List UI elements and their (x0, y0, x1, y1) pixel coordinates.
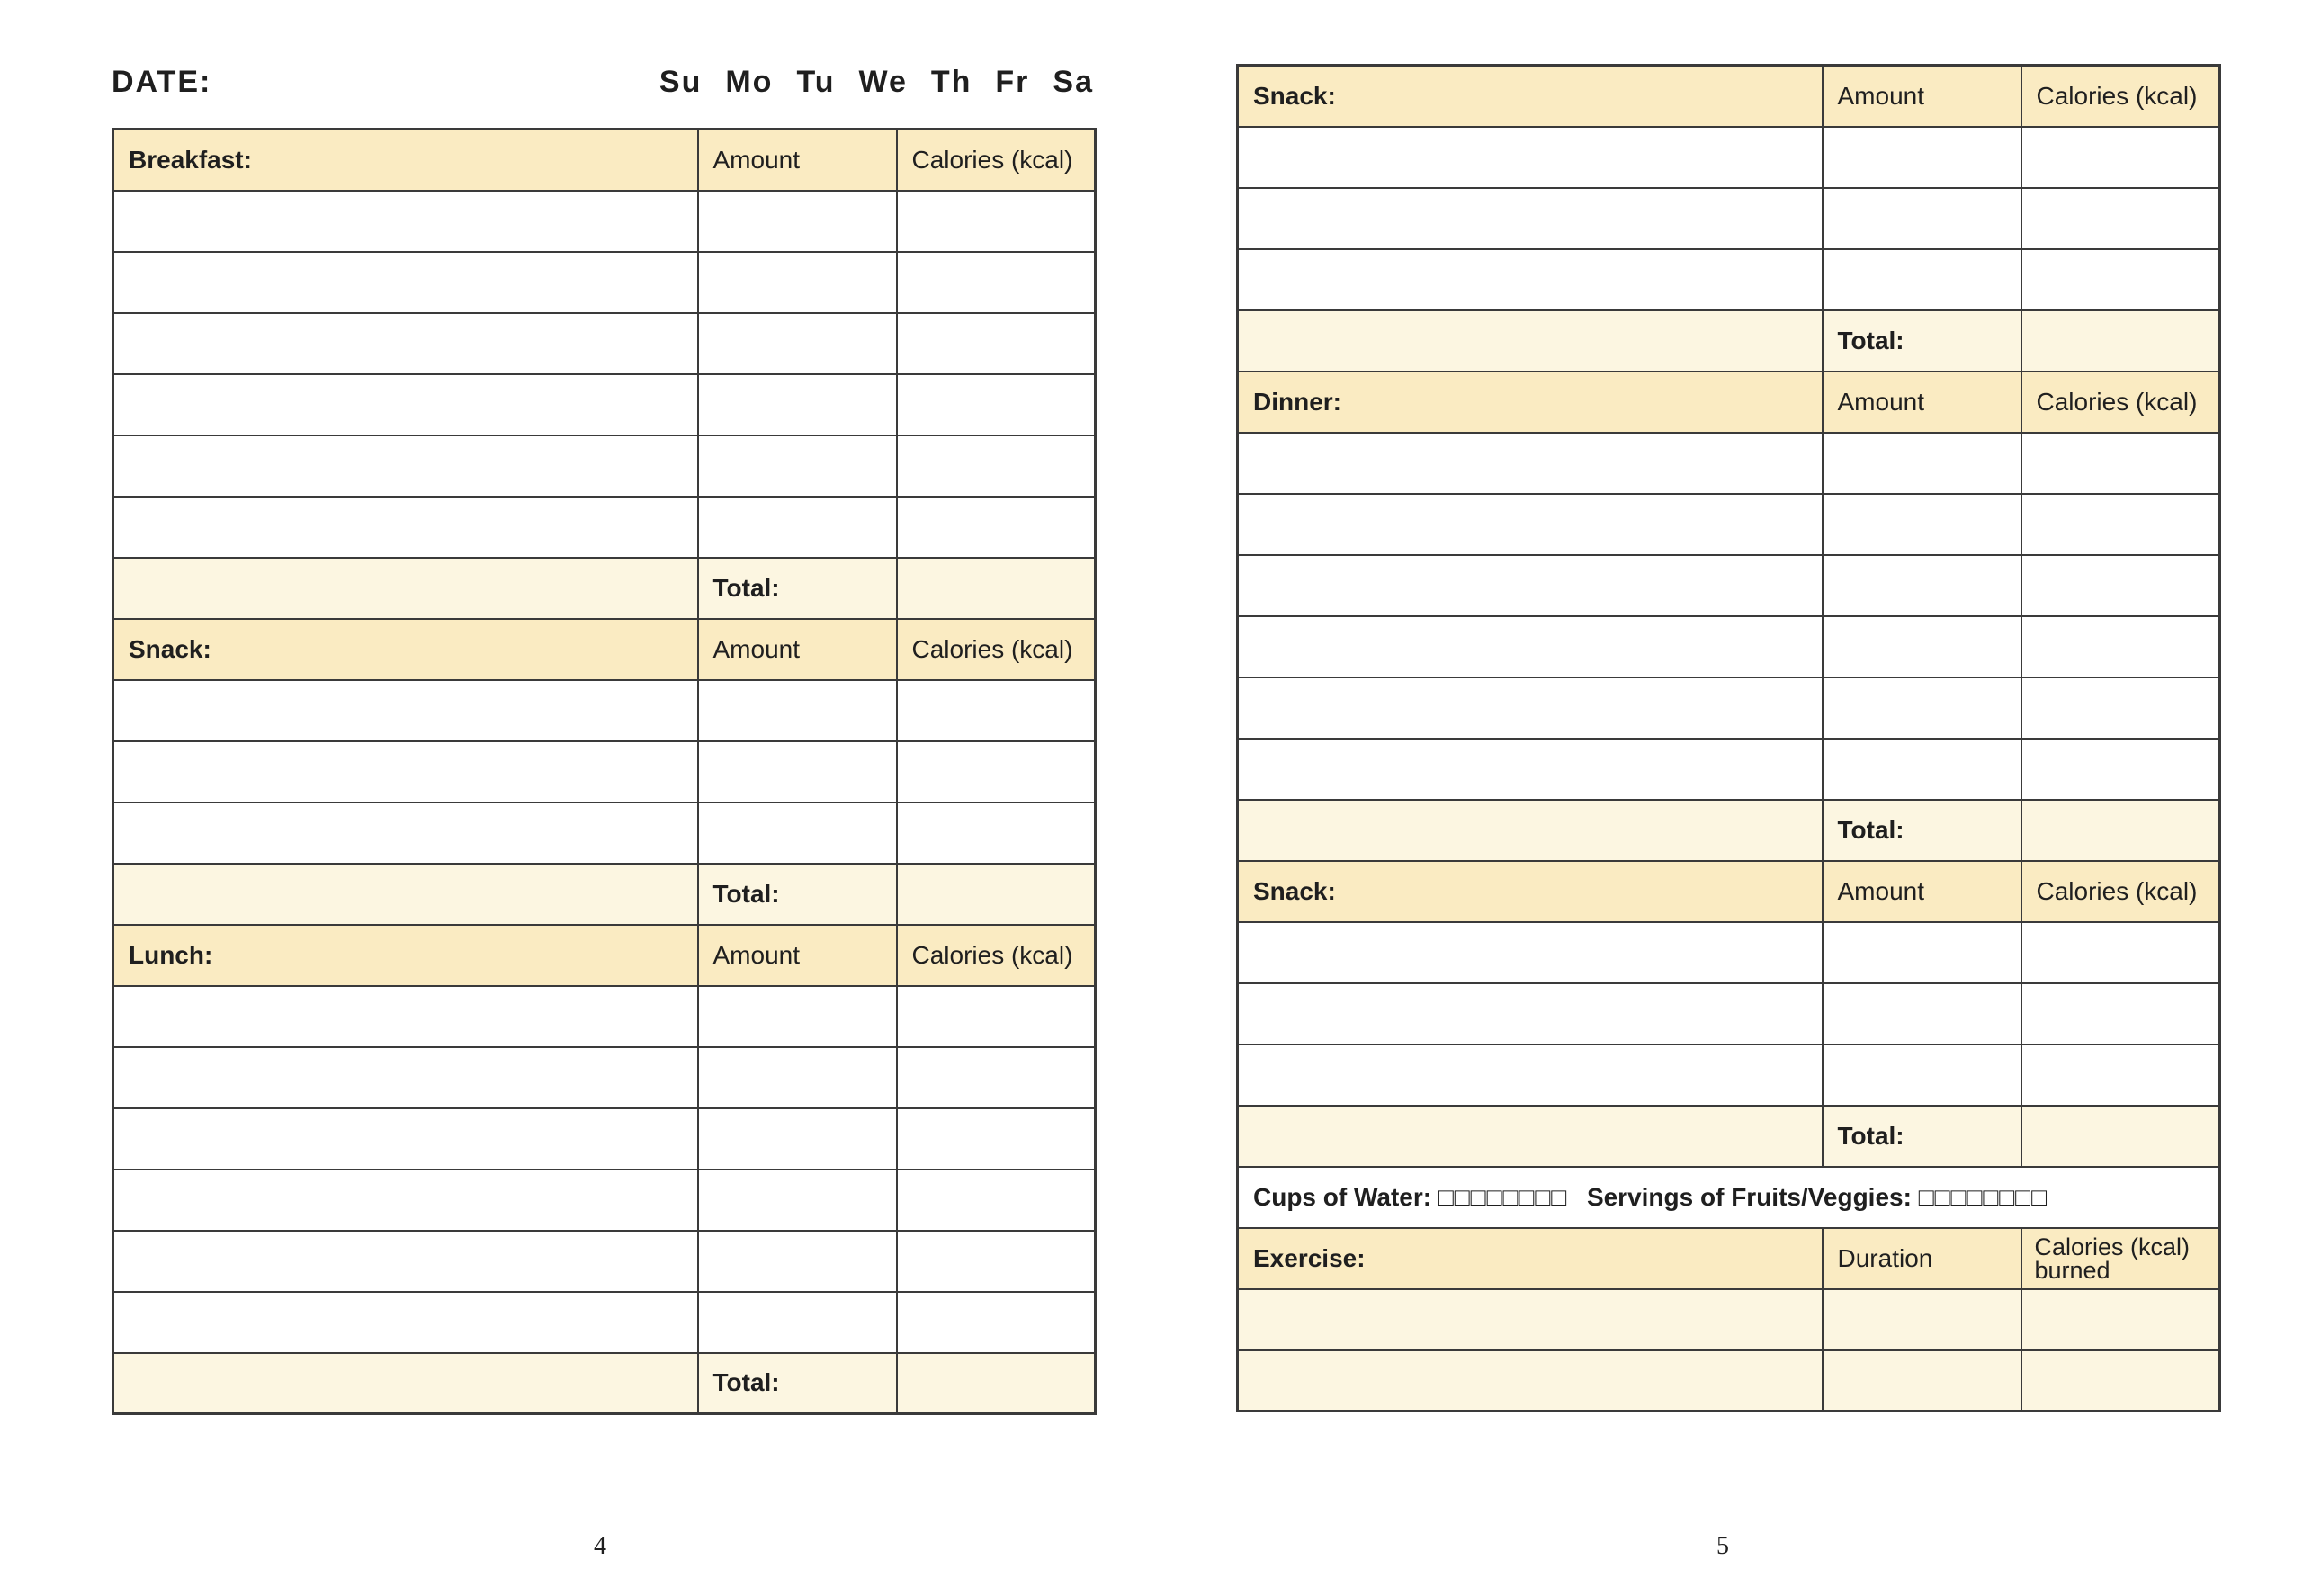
snack-entry-row (1238, 249, 2220, 310)
calories-cell[interactable] (2021, 1045, 2220, 1106)
food-cell[interactable] (113, 986, 698, 1047)
duration-header: Duration (1823, 1228, 2021, 1289)
day-selector (659, 65, 1094, 100)
snack-total-row (1238, 310, 2220, 372)
food-cell[interactable] (113, 435, 698, 497)
total-calories-cell[interactable] (897, 558, 1096, 619)
calories-cell[interactable] (897, 680, 1096, 741)
food-cell[interactable] (1238, 739, 1823, 800)
date-label: DATE: (112, 64, 212, 99)
food-cell[interactable] (113, 191, 698, 252)
breakfast-entry-row (113, 374, 1096, 435)
dinner-total-row (1238, 800, 2220, 861)
food-cell[interactable] (113, 313, 698, 374)
calories-burned-line1: Calories (kcal) (2034, 1233, 2191, 1260)
snack-entry-row (1238, 983, 2220, 1045)
food-cell[interactable] (113, 680, 698, 741)
food-cell[interactable] (1238, 127, 1823, 188)
food-cell[interactable] (113, 802, 698, 864)
exercise-header (1238, 1228, 2220, 1289)
exercise-cell[interactable] (1238, 1289, 1823, 1350)
total-label: Total: (1823, 800, 2021, 861)
total-label: Total: (698, 558, 897, 619)
food-cell[interactable] (1238, 494, 1823, 555)
amount-header: Amount (1823, 372, 2021, 433)
calories-cell[interactable] (897, 252, 1096, 313)
snack-header (113, 619, 1096, 680)
food-cell[interactable] (113, 1292, 698, 1353)
total-label: Total: (1823, 1106, 2021, 1167)
food-cell[interactable] (1238, 677, 1823, 739)
day-thursday[interactable]: Th (930, 64, 972, 99)
calories-cell[interactable] (2021, 983, 2220, 1045)
calories-cell[interactable] (2021, 555, 2220, 616)
dinner-entry-row (1238, 739, 2220, 800)
calories-cell[interactable] (897, 1108, 1096, 1170)
snack-title: Snack: (1238, 861, 1823, 922)
amount-cell[interactable] (1823, 188, 2021, 249)
food-cell[interactable] (1238, 616, 1823, 677)
exercise-entry-row (1238, 1289, 2220, 1350)
snack-entry-row (1238, 188, 2220, 249)
day-saturday[interactable]: Sa (1053, 64, 1094, 99)
amount-cell[interactable] (698, 1292, 897, 1353)
food-cell[interactable] (113, 497, 698, 558)
breakfast-entry-row (113, 191, 1096, 252)
calories-cell[interactable] (2021, 922, 2220, 983)
amount-cell[interactable] (698, 802, 897, 864)
calories-burned-cell[interactable] (2021, 1350, 2220, 1412)
calories-cell[interactable] (897, 1231, 1096, 1292)
breakfast-total-row (113, 558, 1096, 619)
lunch-total-row (113, 1353, 1096, 1414)
date-row (112, 59, 1094, 104)
amount-cell[interactable] (698, 1231, 897, 1292)
food-cell[interactable] (1238, 433, 1823, 494)
food-cell[interactable] (113, 741, 698, 802)
calories-cell[interactable] (897, 1292, 1096, 1353)
amount-cell[interactable] (698, 497, 897, 558)
snack-entry-row (1238, 1045, 2220, 1106)
amount-header: Amount (1823, 861, 2021, 922)
duration-cell[interactable] (1823, 1350, 2021, 1412)
food-cell[interactable] (1238, 249, 1823, 310)
lunch-entry-row (113, 1108, 1096, 1170)
breakfast-entry-row (113, 252, 1096, 313)
food-cell[interactable] (1238, 922, 1823, 983)
water-label: Cups of Water: (1253, 1182, 1432, 1211)
total-spacer (113, 558, 698, 619)
food-cell[interactable] (1238, 188, 1823, 249)
lunch-entry-row (113, 1047, 1096, 1108)
calories-cell[interactable] (897, 1170, 1096, 1231)
amount-header: Amount (698, 130, 897, 191)
snack-entry-row (113, 680, 1096, 741)
calories-cell[interactable] (897, 435, 1096, 497)
amount-cell[interactable] (698, 1170, 897, 1231)
amount-header: Amount (698, 925, 897, 986)
total-calories-cell[interactable] (2021, 1106, 2220, 1167)
calories-cell[interactable] (897, 1047, 1096, 1108)
lunch-title: Lunch: (113, 925, 698, 986)
veggies-checkboxes[interactable]: □□□□□□□□ (1918, 1182, 2048, 1211)
total-spacer (113, 1353, 698, 1414)
amount-cell[interactable] (1823, 433, 2021, 494)
amount-cell[interactable] (1823, 127, 2021, 188)
amount-cell[interactable] (1823, 555, 2021, 616)
amount-cell[interactable] (698, 252, 897, 313)
total-calories-cell[interactable] (2021, 800, 2220, 861)
calories-cell[interactable] (897, 374, 1096, 435)
calories-burned-line2: burned (2034, 1256, 2110, 1284)
food-cell[interactable] (1238, 1045, 1823, 1106)
amount-cell[interactable] (1823, 739, 2021, 800)
dinner-entry-row (1238, 433, 2220, 494)
dinner-entry-row (1238, 494, 2220, 555)
amount-header: Amount (698, 619, 897, 680)
total-calories-cell[interactable] (897, 1353, 1096, 1414)
food-cell[interactable] (113, 1108, 698, 1170)
total-label: Total: (698, 1353, 897, 1414)
page-number: 5 (1716, 1532, 1729, 1560)
amount-cell[interactable] (698, 374, 897, 435)
amount-cell[interactable] (698, 1108, 897, 1170)
breakfast-entry-row (113, 497, 1096, 558)
amount-cell[interactable] (698, 435, 897, 497)
dinner-entry-row (1238, 616, 2220, 677)
snack-total-row (113, 864, 1096, 925)
calories-burned-header (2021, 1228, 2220, 1289)
food-cell[interactable] (113, 1170, 698, 1231)
amount-cell[interactable] (1823, 1045, 2021, 1106)
dinner-title: Dinner: (1238, 372, 1823, 433)
day-wednesday[interactable]: We (858, 64, 908, 99)
food-cell[interactable] (113, 1047, 698, 1108)
food-cell[interactable] (1238, 555, 1823, 616)
calories-header: Calories (kcal) (897, 925, 1096, 986)
amount-cell[interactable] (1823, 983, 2021, 1045)
exercise-entry-row (1238, 1350, 2220, 1412)
lunch-entry-row (113, 1292, 1096, 1353)
day-sunday[interactable]: Su (659, 64, 703, 99)
day-friday[interactable]: Fr (995, 64, 1030, 99)
water-veggies-row (1238, 1167, 2220, 1228)
lunch-header (113, 925, 1096, 986)
total-calories-cell[interactable] (897, 864, 1096, 925)
exercise-title: Exercise: (1238, 1228, 1823, 1289)
amount-cell[interactable] (1823, 922, 2021, 983)
calories-cell[interactable] (2021, 433, 2220, 494)
lunch-entry-row (113, 1170, 1096, 1231)
calories-cell[interactable] (897, 497, 1096, 558)
snack-title: Snack: (1238, 66, 1823, 127)
water-veggies-cell (1238, 1167, 2220, 1228)
breakfast-title: Breakfast: (113, 130, 698, 191)
amount-cell[interactable] (698, 313, 897, 374)
calories-cell[interactable] (897, 741, 1096, 802)
dinner-header (1238, 372, 2220, 433)
food-cell[interactable] (113, 252, 698, 313)
exercise-cell[interactable] (1238, 1350, 1823, 1412)
snack-entry-row (1238, 922, 2220, 983)
food-cell[interactable] (113, 1231, 698, 1292)
left-meal-log (112, 128, 1097, 1415)
snack-title: Snack: (113, 619, 698, 680)
total-calories-cell[interactable] (2021, 310, 2220, 372)
amount-cell[interactable] (698, 1047, 897, 1108)
snack-total-row (1238, 1106, 2220, 1167)
snack-entry-row (1238, 127, 2220, 188)
water-checkboxes[interactable]: □□□□□□□□ (1438, 1182, 1568, 1211)
amount-cell[interactable] (698, 986, 897, 1047)
breakfast-entry-row (113, 313, 1096, 374)
calories-cell[interactable] (2021, 249, 2220, 310)
total-label: Total: (698, 864, 897, 925)
snack-header (1238, 66, 2220, 127)
dinner-entry-row (1238, 677, 2220, 739)
amount-header: Amount (1823, 66, 2021, 127)
food-cell[interactable] (113, 374, 698, 435)
calories-header: Calories (kcal) (2021, 861, 2220, 922)
amount-cell[interactable] (1823, 616, 2021, 677)
total-spacer (1238, 310, 1823, 372)
total-label: Total: (1823, 310, 2021, 372)
amount-cell[interactable] (1823, 494, 2021, 555)
total-spacer (1238, 800, 1823, 861)
right-page (1152, 0, 2303, 1596)
calories-header: Calories (kcal) (897, 130, 1096, 191)
snack-entry-row (113, 741, 1096, 802)
duration-cell[interactable] (1823, 1289, 2021, 1350)
calories-cell[interactable] (2021, 494, 2220, 555)
calories-cell[interactable] (2021, 739, 2220, 800)
food-cell[interactable] (1238, 983, 1823, 1045)
calories-cell[interactable] (2021, 188, 2220, 249)
breakfast-header (113, 130, 1096, 191)
dinner-entry-row (1238, 555, 2220, 616)
calories-cell[interactable] (2021, 127, 2220, 188)
calories-cell[interactable] (897, 986, 1096, 1047)
calories-header: Calories (kcal) (2021, 372, 2220, 433)
page-number: 4 (594, 1532, 606, 1560)
veggies-label: Servings of Fruits/Veggies: (1586, 1182, 1912, 1211)
calories-header: Calories (kcal) (2021, 66, 2220, 127)
total-spacer (1238, 1106, 1823, 1167)
calories-cell[interactable] (897, 802, 1096, 864)
total-spacer (113, 864, 698, 925)
breakfast-entry-row (113, 435, 1096, 497)
snack-entry-row (113, 802, 1096, 864)
day-monday[interactable]: Mo (725, 64, 774, 99)
right-meal-log (1236, 64, 2221, 1412)
day-tuesday[interactable]: Tu (796, 64, 836, 99)
calories-cell[interactable] (2021, 616, 2220, 677)
amount-cell[interactable] (698, 680, 897, 741)
calories-header: Calories (kcal) (897, 619, 1096, 680)
amount-cell[interactable] (698, 741, 897, 802)
lunch-entry-row (113, 986, 1096, 1047)
calories-cell[interactable] (897, 191, 1096, 252)
snack-header (1238, 861, 2220, 922)
lunch-entry-row (113, 1231, 1096, 1292)
amount-cell[interactable] (698, 191, 897, 252)
calories-cell[interactable] (897, 313, 1096, 374)
amount-cell[interactable] (1823, 677, 2021, 739)
calories-burned-cell[interactable] (2021, 1289, 2220, 1350)
amount-cell[interactable] (1823, 249, 2021, 310)
calories-cell[interactable] (2021, 677, 2220, 739)
